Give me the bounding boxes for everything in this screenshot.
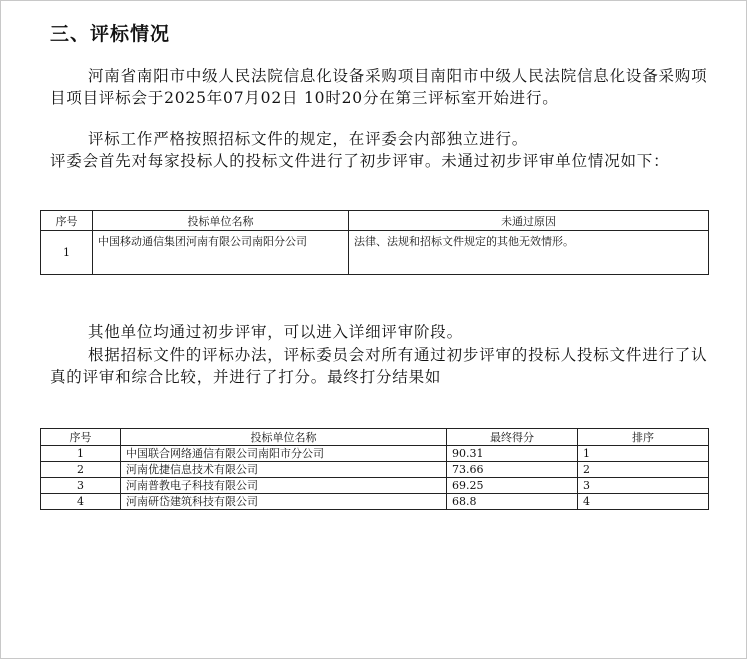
cell-rank: 3 (578, 478, 709, 494)
paragraph-text: 根据招标文件的评标办法，评标委员会对所有通过初步评审的投标人投标文件进行了认真的评审和综合比较，并进行了打分。最终打分结果如 (50, 346, 708, 386)
paragraph-scoring (50, 344, 710, 388)
paragraph-preliminary-review: 评委会首先对每家投标人的投标文件进行了初步评审。未通过初步评审单位情况如下： (50, 152, 670, 170)
cell-rank: 2 (578, 462, 709, 478)
paragraph-review-process (50, 128, 710, 150)
header-bidder-name: 投标单位名称 (93, 211, 349, 231)
section-heading: 三、评标情况 (50, 23, 171, 45)
cell-fail-reason: 法律、法规和招标文件规定的其他无效情形。 (349, 231, 709, 275)
cell-final-score: 73.66 (447, 462, 578, 478)
table-row (41, 231, 709, 275)
header-bidder-name: 投标单位名称 (121, 429, 447, 446)
cell-bidder-name: 河南普教电子科技有限公司 (121, 478, 447, 494)
paragraph-text: 评标工作严格按照招标文件的规定，在评委会内部独立进行。 (88, 130, 529, 148)
cell-index: 1 (41, 231, 93, 275)
cell-final-score: 90.31 (447, 446, 578, 462)
score-table (40, 428, 709, 510)
table-header-row (41, 211, 709, 231)
header-fail-reason: 未通过原因 (349, 211, 709, 231)
cell-bidder-name: 河南研岱建筑科技有限公司 (121, 494, 447, 510)
cell-index: 1 (41, 446, 121, 462)
cell-rank: 4 (578, 494, 709, 510)
cell-bidder-name: 中国联合网络通信有限公司南阳市分公司 (121, 446, 447, 462)
table-row (41, 462, 709, 478)
header-rank: 排序 (578, 429, 709, 446)
cell-index: 4 (41, 494, 121, 510)
header-index: 序号 (41, 429, 121, 446)
failed-bidders-table (40, 210, 709, 275)
cell-bidder-name: 河南优捷信息技术有限公司 (121, 462, 447, 478)
cell-index: 3 (41, 478, 121, 494)
paragraph-text: 河南省南阳市中级人民法院信息化设备采购项目南阳市中级人民法院信息化设备采购项目项目评标会于2025年07月02日 10时20分在第三评标室开始进行。 (50, 67, 708, 107)
cell-bidder-name: 中国移动通信集团河南有限公司南阳分公司 (93, 231, 349, 275)
table-row (41, 446, 709, 462)
cell-index: 2 (41, 462, 121, 478)
paragraph-meeting-info (50, 65, 710, 109)
cell-rank: 1 (578, 446, 709, 462)
cell-final-score: 69.25 (447, 478, 578, 494)
table-row (41, 494, 709, 510)
paragraph-passed-review (50, 321, 710, 343)
table-row (41, 478, 709, 494)
header-index: 序号 (41, 211, 93, 231)
paragraph-text: 其他单位均通过初步评审，可以进入详细评审阶段。 (88, 323, 463, 341)
cell-final-score: 68.8 (447, 494, 578, 510)
header-final-score: 最终得分 (447, 429, 578, 446)
table-header-row (41, 429, 709, 446)
